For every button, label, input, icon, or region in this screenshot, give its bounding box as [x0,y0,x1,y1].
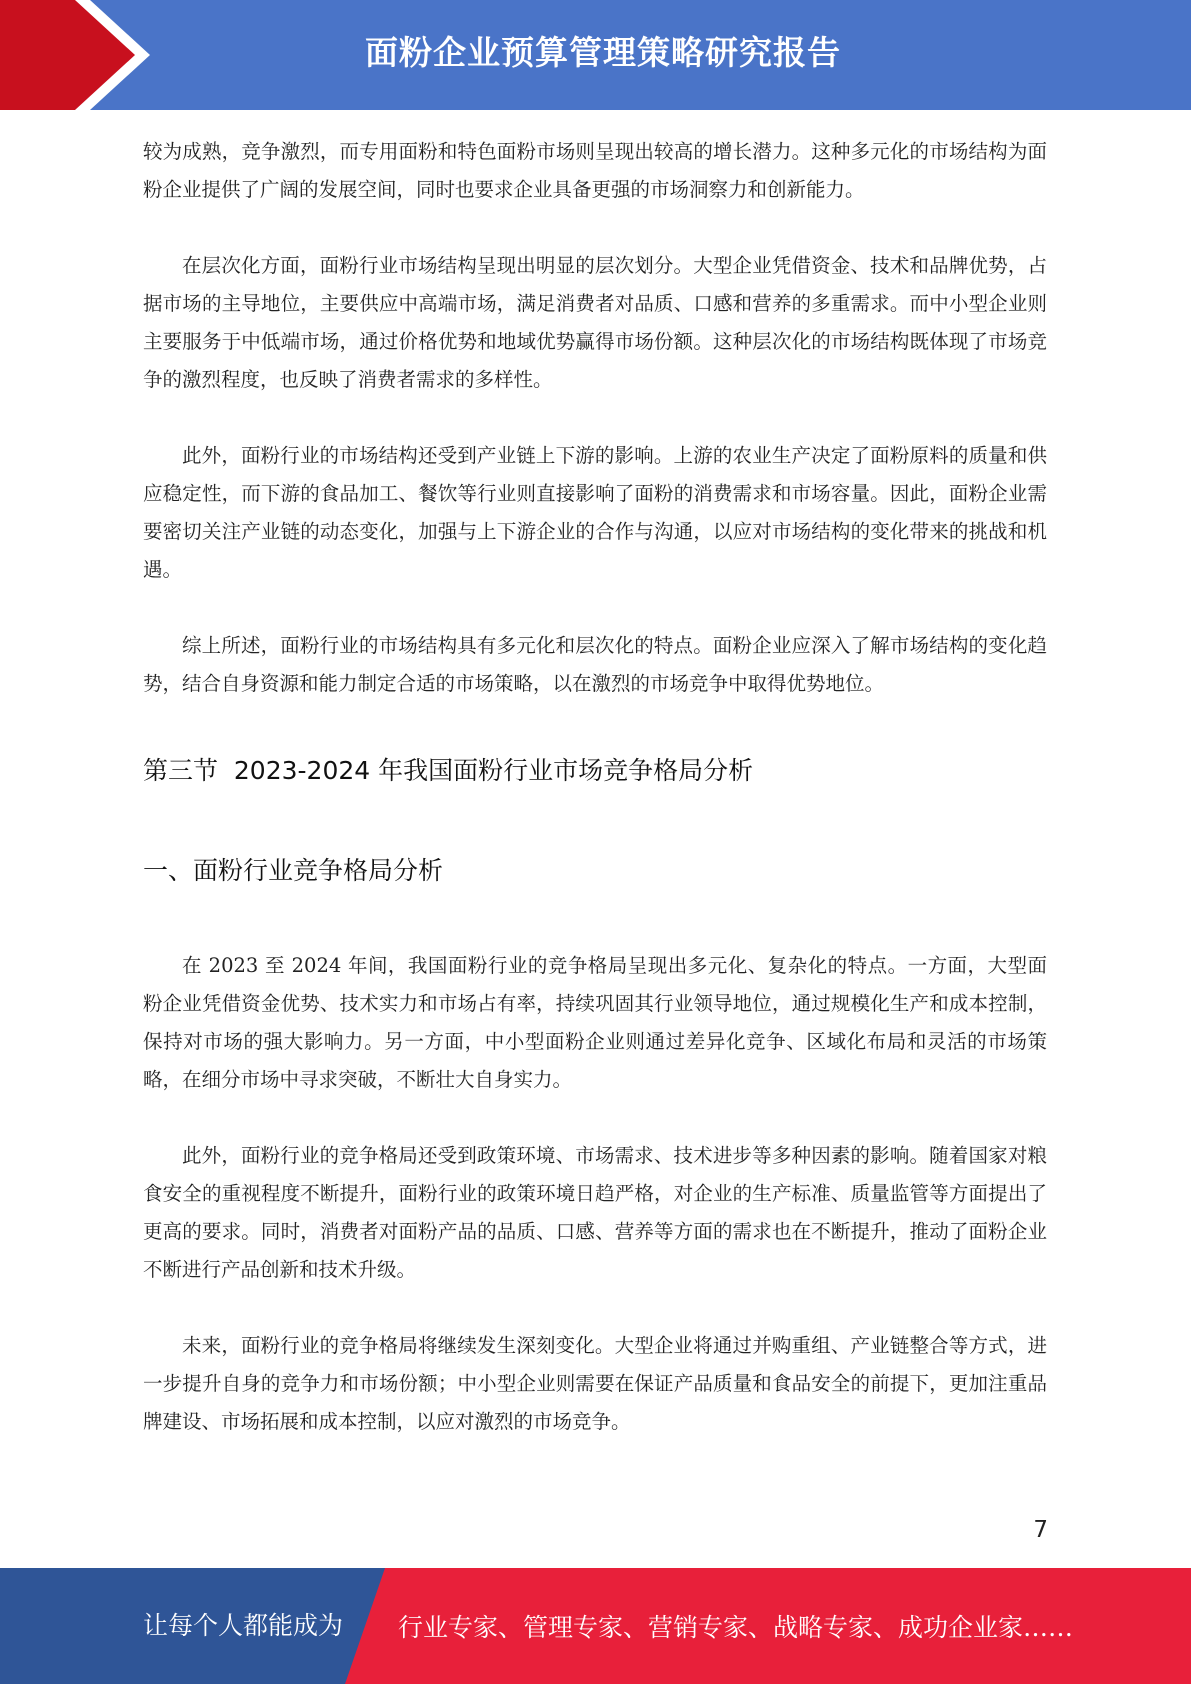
footer-slogan-left: 让每个人都能成为 [143,1611,344,1640]
report-header [0,0,1191,110]
body-paragraph: 在 2023 至 2024 年间，我国面粉行业的竞争格局呈现出多元化、复杂化的特点。一方面，大型面粉企业凭借资金优势、技术实力和市场占有率，持续巩固其行业领导地位，通过规模化生产和成本控制，保持对市场的强大影响力。另一方面，中小型面粉企业则通过差异化竞争、区域化布局和灵活的市场策略，在细分市场中寻求突破，不断壮大自身实力。 [143,954,1047,1091]
body-paragraph: 未来，面粉行业的竞争格局将继续发生深刻变化。大型企业将通过并购重组、产业链整合等方式，进一步提升自身的竞争力和市场份额；中小型企业则需要在保证产品质量和食品安全的前提下，更加注重品牌建设、市场拓展和成本控制，以应对激烈的市场竞争。 [143,1334,1047,1433]
report-footer [0,1568,1191,1684]
body-paragraph: 此外，面粉行业的市场结构还受到产业链上下游的影响。上游的农业生产决定了面粉原料的质量和供应稳定性，而下游的食品加工、餐饮等行业则直接影响了面粉的消费需求和市场容量。因此，面粉企业需要密切关注产业链的动态变化，加强与上下游企业的合作与沟通，以应对市场结构的变化带来的挑战和机遇。 [143,444,1047,581]
body-paragraph: 综上所述，面粉行业的市场结构具有多元化和层次化的特点。面粉企业应深入了解市场结构的变化趋势，结合自身资源和能力制定合适的市场策略，以在激烈的市场竞争中取得优势地位。 [143,634,1047,695]
footer-slogan-right: 行业专家、管理专家、营销专家、战略专家、成功企业家…… [398,1613,1074,1642]
body-paragraph: 此外，面粉行业的竞争格局还受到政策环境、市场需求、技术进步等多种因素的影响。随着国家对粮食安全的重视程度不断提升，面粉行业的政策环境日趋严格，对企业的生产标准、质量监管等方面提出了更高的要求。同时，消费者对面粉产品的品质、口感、营养等方面的需求也在不断提升，推动了面粉企业不断进行产品创新和技术升级。 [143,1144,1047,1281]
page-number: 7 [1033,1517,1048,1543]
body-paragraph: 较为成熟，竞争激烈，而专用面粉和特色面粉市场则呈现出较高的增长潜力。这种多元化的市场结构为面粉企业提供了广阔的发展空间，同时也要求企业具备更强的市场洞察力和创新能力。 [143,140,1047,201]
report-title: 面粉企业预算管理策略研究报告 [365,33,841,72]
section-title: 第三节 2023-2024 年我国面粉行业市场竞争格局分析 [143,756,754,785]
body-paragraph: 在层次化方面，面粉行业市场结构呈现出明显的层次划分。大型企业凭借资金、技术和品牌优势，占据市场的主导地位，主要供应中高端市场，满足消费者对品质、口感和营养的多重需求。而中小型企业则主要服务于中低端市场，通过价格优势和地域优势赢得市场份额。这种层次化的市场结构既体现了市场竞争的激烈程度，也反映了消费者需求的多样性。 [143,254,1047,391]
page-content [143,133,1047,1441]
subsection-title: 一、面粉行业竞争格局分析 [143,856,444,885]
